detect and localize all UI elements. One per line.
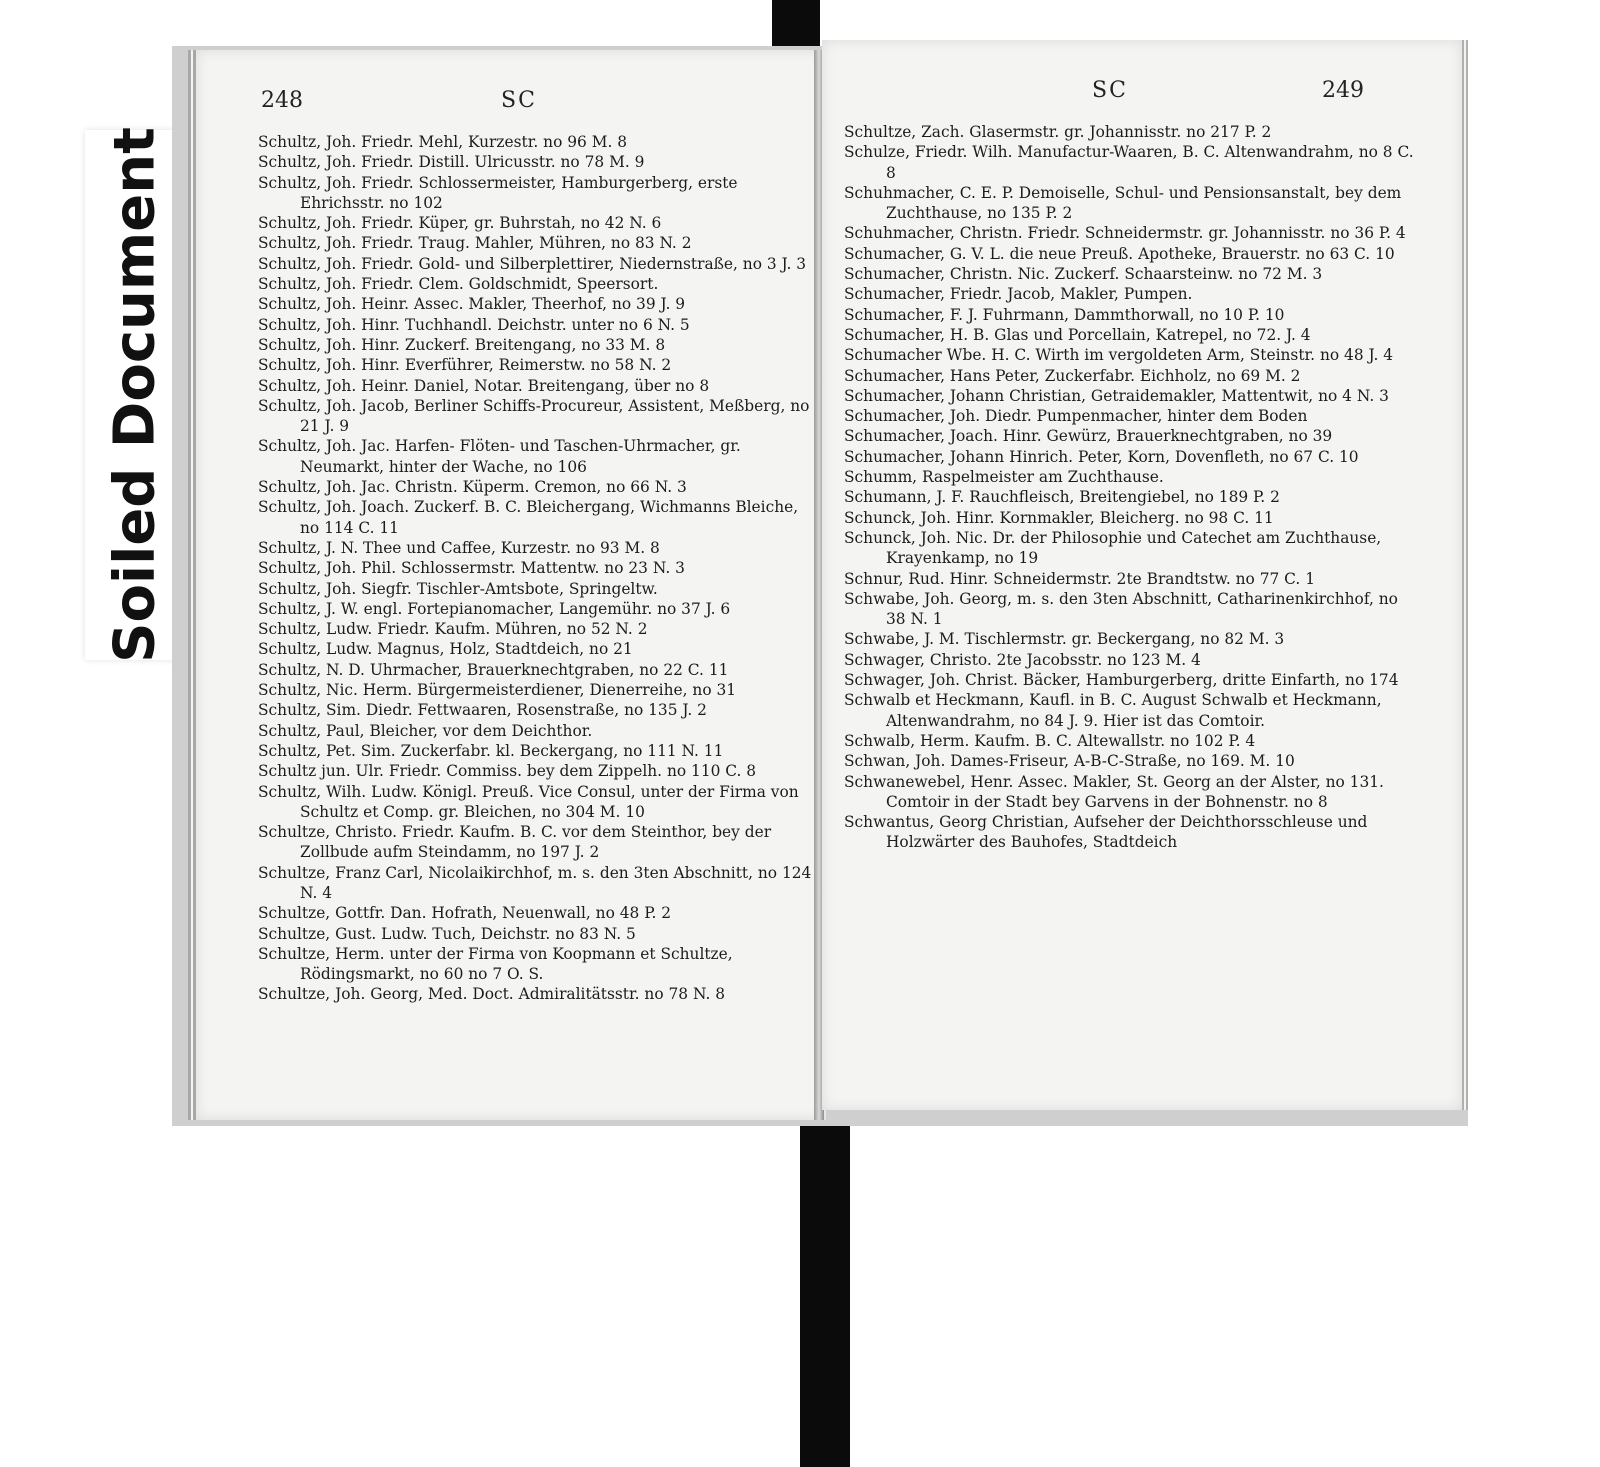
directory-entry: Schwanewebel, Henr. Assec. Makler, St. Georg an der Alster, no 131. Comtoir in der Stadt bey Garvens in der Bohnenstr. no 8 [844,772,1384,811]
directory-entry: Schumacher Wbe. H. C. Wirth im vergoldeten Arm, Steinstr. no 48 J. 4 [844,346,1394,365]
directory-entry: Schultz, N. D. Uhrmacher, Brauerknechtgraben, no 22 C. 11 [258,660,729,679]
directory-entry: Schumacher, Hans Peter, Zuckerfabr. Eichholz, no 69 M. 2 [844,366,1301,385]
right-page [822,40,1468,1110]
directory-entry: Schultze, Herm. unter der Firma von Koopmann et Schultze, Rödingsmarkt, no 60 no 7 O. S. [258,944,733,984]
directory-entry: Schwabe, J. M. Tischlermstr. gr. Beckergang, no 82 M. 3 [844,630,1285,649]
directory-entry: Schultz, Joh. Heinr. Daniel, Notar. Breitengang, über no 8 [258,376,710,395]
directory-entry: Schumacher, Johann Christian, Getraidemakler, Mattentwit, no 4 N. 3 [844,386,1389,405]
left-page-heading: SC [501,88,537,113]
directory-entry: Schultz, Joh. Friedr. Schlossermeister, Hamburgerberg, erste Ehrichsstr. no 102 [258,173,738,212]
directory-entry: Schultz, Paul, Bleicher, vor dem Deichthor. [258,721,593,740]
directory-entry: Schumacher, G. V. L. die neue Preuß. Apotheke, Brauerstr. no 63 C. 10 [844,244,1395,263]
directory-entry: Schwan, Joh. Dames-Friseur, A-B-C-Straße, no 169. M. 10 [844,752,1295,771]
directory-entry: Schultz, Joh. Hinr. Zuckerf. Breitengang, no 33 M. 8 [258,335,666,354]
directory-entry: Schumm, Raspelmeister am Zuchthause. [844,468,1164,487]
directory-entry: Schultze, Gottfr. Dan. Hofrath, Neuenwall, no 48 P. 2 [258,904,672,923]
soiled-document-label [85,127,185,663]
directory-entry: Schultz, Joh. Friedr. Küper, gr. Buhrstah, no 42 N. 6 [258,214,662,233]
directory-entry: Schuhmacher, C. E. P. Demoiselle, Schul- und Pensionsanstalt, bey dem Zuchthause, no 135 P. 2 [844,183,1402,223]
right-page-heading: SC [1092,78,1128,103]
directory-entry: Schunck, Joh. Nic. Dr. der Philosophie und Catechet am Zuchthause, Krayenkamp, no 19 [844,528,1382,568]
directory-entry: Schumacher, Christn. Nic. Zuckerf. Schaarsteinw. no 72 M. 3 [844,265,1323,284]
left-page-entries [258,132,813,1005]
directory-entry: Schumacher, H. B. Glas und Porcellain, Katrepel, no 72. J. 4 [844,325,1311,344]
directory-entry: Schultze, Christo. Friedr. Kaufm. B. C. vor dem Steinthor, bey der Zollbude aufm Steindamm, no 197 J. 2 [258,823,772,862]
directory-entry: Schultze, Franz Carl, Nicolaikirchhof, m. s. den 3ten Abschnitt, no 124 N. 4 [258,863,812,902]
directory-entry: Schultze, Joh. Georg, Med. Doct. Admiralitätsstr. no 78 N. 8 [258,985,726,1004]
directory-entry: Schultz, J. N. Thee und Caffee, Kurzestr. no 93 M. 8 [258,538,660,557]
right-page-number: 249 [1322,78,1364,103]
directory-entry: Schumacher, Johann Hinrich. Peter, Korn, Dovenfleth, no 67 C. 10 [844,447,1359,466]
directory-entry: Schultz, Joh. Friedr. Mehl, Kurzestr. no 96 M. 8 [258,133,628,151]
directory-entry: Schultz, Joh. Friedr. Clem. Goldschmidt, Speersort. [258,275,659,294]
directory-entry: Schulze, Friedr. Wilh. Manufactur-Waaren, B. C. Altenwandrahm, no 8 C. 8 [844,143,1414,182]
directory-entry: Schultz, Ludw. Friedr. Kaufm. Mühren, no 52 N. 2 [258,620,648,639]
left-page-number: 248 [261,88,303,113]
directory-entry: Schumann, J. F. Rauchfleisch, Breitengiebel, no 189 P. 2 [844,488,1280,507]
directory-entry: Schultz, Ludw. Magnus, Holz, Stadtdeich, no 21 [258,640,633,659]
directory-entry: Schultz, Sim. Diedr. Fettwaaren, Rosenstraße, no 135 J. 2 [258,701,707,720]
directory-entry: Schultz, Joh. Friedr. Distill. Ulricusstr. no 78 M. 9 [258,153,645,172]
directory-entry: Schultz, Joh. Friedr. Gold- und Silberplettirer, Niedernstraße, no 3 J. 3 [258,254,807,273]
directory-entry: Schultz, Wilh. Ludw. Königl. Preuß. Vice Consul, unter der Firma von Schultz et Comp. gr. Bleichen, no 304 M. 10 [258,782,799,821]
directory-entry: Schultz, Nic. Herm. Bürgermeisterdiener, Dienerreihe, no 31 [258,681,737,700]
directory-entry: Schultz, Joh. Friedr. Traug. Mahler, Mühren, no 83 N. 2 [258,234,692,253]
directory-entry: Schwantus, Georg Christian, Aufseher der Deichthorsschleuse und Holzwärter des Bauhofes, Stadtdeich [844,813,1368,852]
directory-entry: Schultz, Joh. Joach. Zuckerf. B. C. Bleichergang, Wichmanns Bleiche, no 114 C. 11 [258,498,799,537]
directory-entry: Schwabe, Joh. Georg, m. s. den 3ten Abschnitt, Catharinenkirchhof, no 38 N. 1 [844,589,1398,629]
directory-entry: Schumacher, Friedr. Jacob, Makler, Pumpen. [844,285,1193,304]
binding-strip-bottom [800,1118,850,1467]
directory-entry: Schultz jun. Ulr. Friedr. Commiss. bey dem Zippelh. no 110 C. 8 [258,762,757,781]
directory-entry: Schwalb et Heckmann, Kaufl. in B. C. August Schwalb et Heckmann, Altenwandrahm, no 84 J. 9. Hier ist das Comtoir. [844,691,1382,730]
directory-entry: Schultz, J. W. engl. Fortepianomacher, Langemühr. no 37 J. 6 [258,599,731,618]
left-page [188,50,826,1120]
directory-entry: Schnur, Rud. Hinr. Schneidermstr. 2te Brandtstw. no 77 C. 1 [844,569,1315,588]
directory-entry: Schunck, Joh. Hinr. Kornmakler, Bleicherg. no 98 C. 11 [844,508,1274,527]
directory-entry: Schultze, Zach. Glasermstr. gr. Johannisstr. no 217 P. 2 [844,123,1272,141]
directory-entry: Schumacher, Joh. Diedr. Pumpenmacher, hinter dem Boden [844,407,1308,426]
soiled-document-label-text: Soiled Document [102,127,168,663]
directory-entry: Schultz, Joh. Heinr. Assec. Makler, Theerhof, no 39 J. 9 [258,295,686,314]
directory-entry: Schwager, Joh. Christ. Bäcker, Hamburgerberg, dritte Einfarth, no 174 [844,671,1399,690]
directory-entry: Schultz, Joh. Hinr. Everführer, Reimerstw. no 58 N. 2 [258,356,672,375]
directory-entry: Schultz, Pet. Sim. Zuckerfabr. kl. Beckergang, no 111 N. 11 [258,741,724,760]
directory-entry: Schumacher, F. J. Fuhrmann, Dammthorwall, no 10 P. 10 [844,305,1285,324]
directory-entry: Schultz, Joh. Jac. Christn. Küperm. Cremon, no 66 N. 3 [258,478,687,497]
directory-entry: Schultz, Joh. Siegfr. Tischler-Amtsbote, Springeltw. [258,579,658,598]
right-page-entries [844,122,1414,853]
directory-entry: Schwalb, Herm. Kaufm. B. C. Altewallstr. no 102 P. 4 [844,731,1256,750]
directory-entry: Schultz, Joh. Phil. Schlossermstr. Mattentw. no 23 N. 3 [258,559,685,578]
directory-entry: Schumacher, Joach. Hinr. Gewürz, Brauerknechtgraben, no 39 [844,427,1333,446]
directory-entry: Schultz, Joh. Jac. Harfen- Flöten- und Taschen-Uhrmacher, gr. Neumarkt, hinter der Wache, no 106 [258,437,741,476]
directory-entry: Schultz, Joh. Hinr. Tuchhandl. Deichstr. unter no 6 N. 5 [258,315,690,334]
directory-entry: Schuhmacher, Christn. Friedr. Schneidermstr. gr. Johannisstr. no 36 P. 4 [844,224,1406,243]
directory-entry: Schultze, Gust. Ludw. Tuch, Deichstr. no 83 N. 5 [258,924,636,943]
directory-entry: Schwager, Christo. 2te Jacobsstr. no 123 M. 4 [844,650,1201,669]
directory-entry: Schultz, Joh. Jacob, Berliner Schiffs-Procureur, Assistent, Meßberg, no 21 J. 9 [258,396,810,436]
